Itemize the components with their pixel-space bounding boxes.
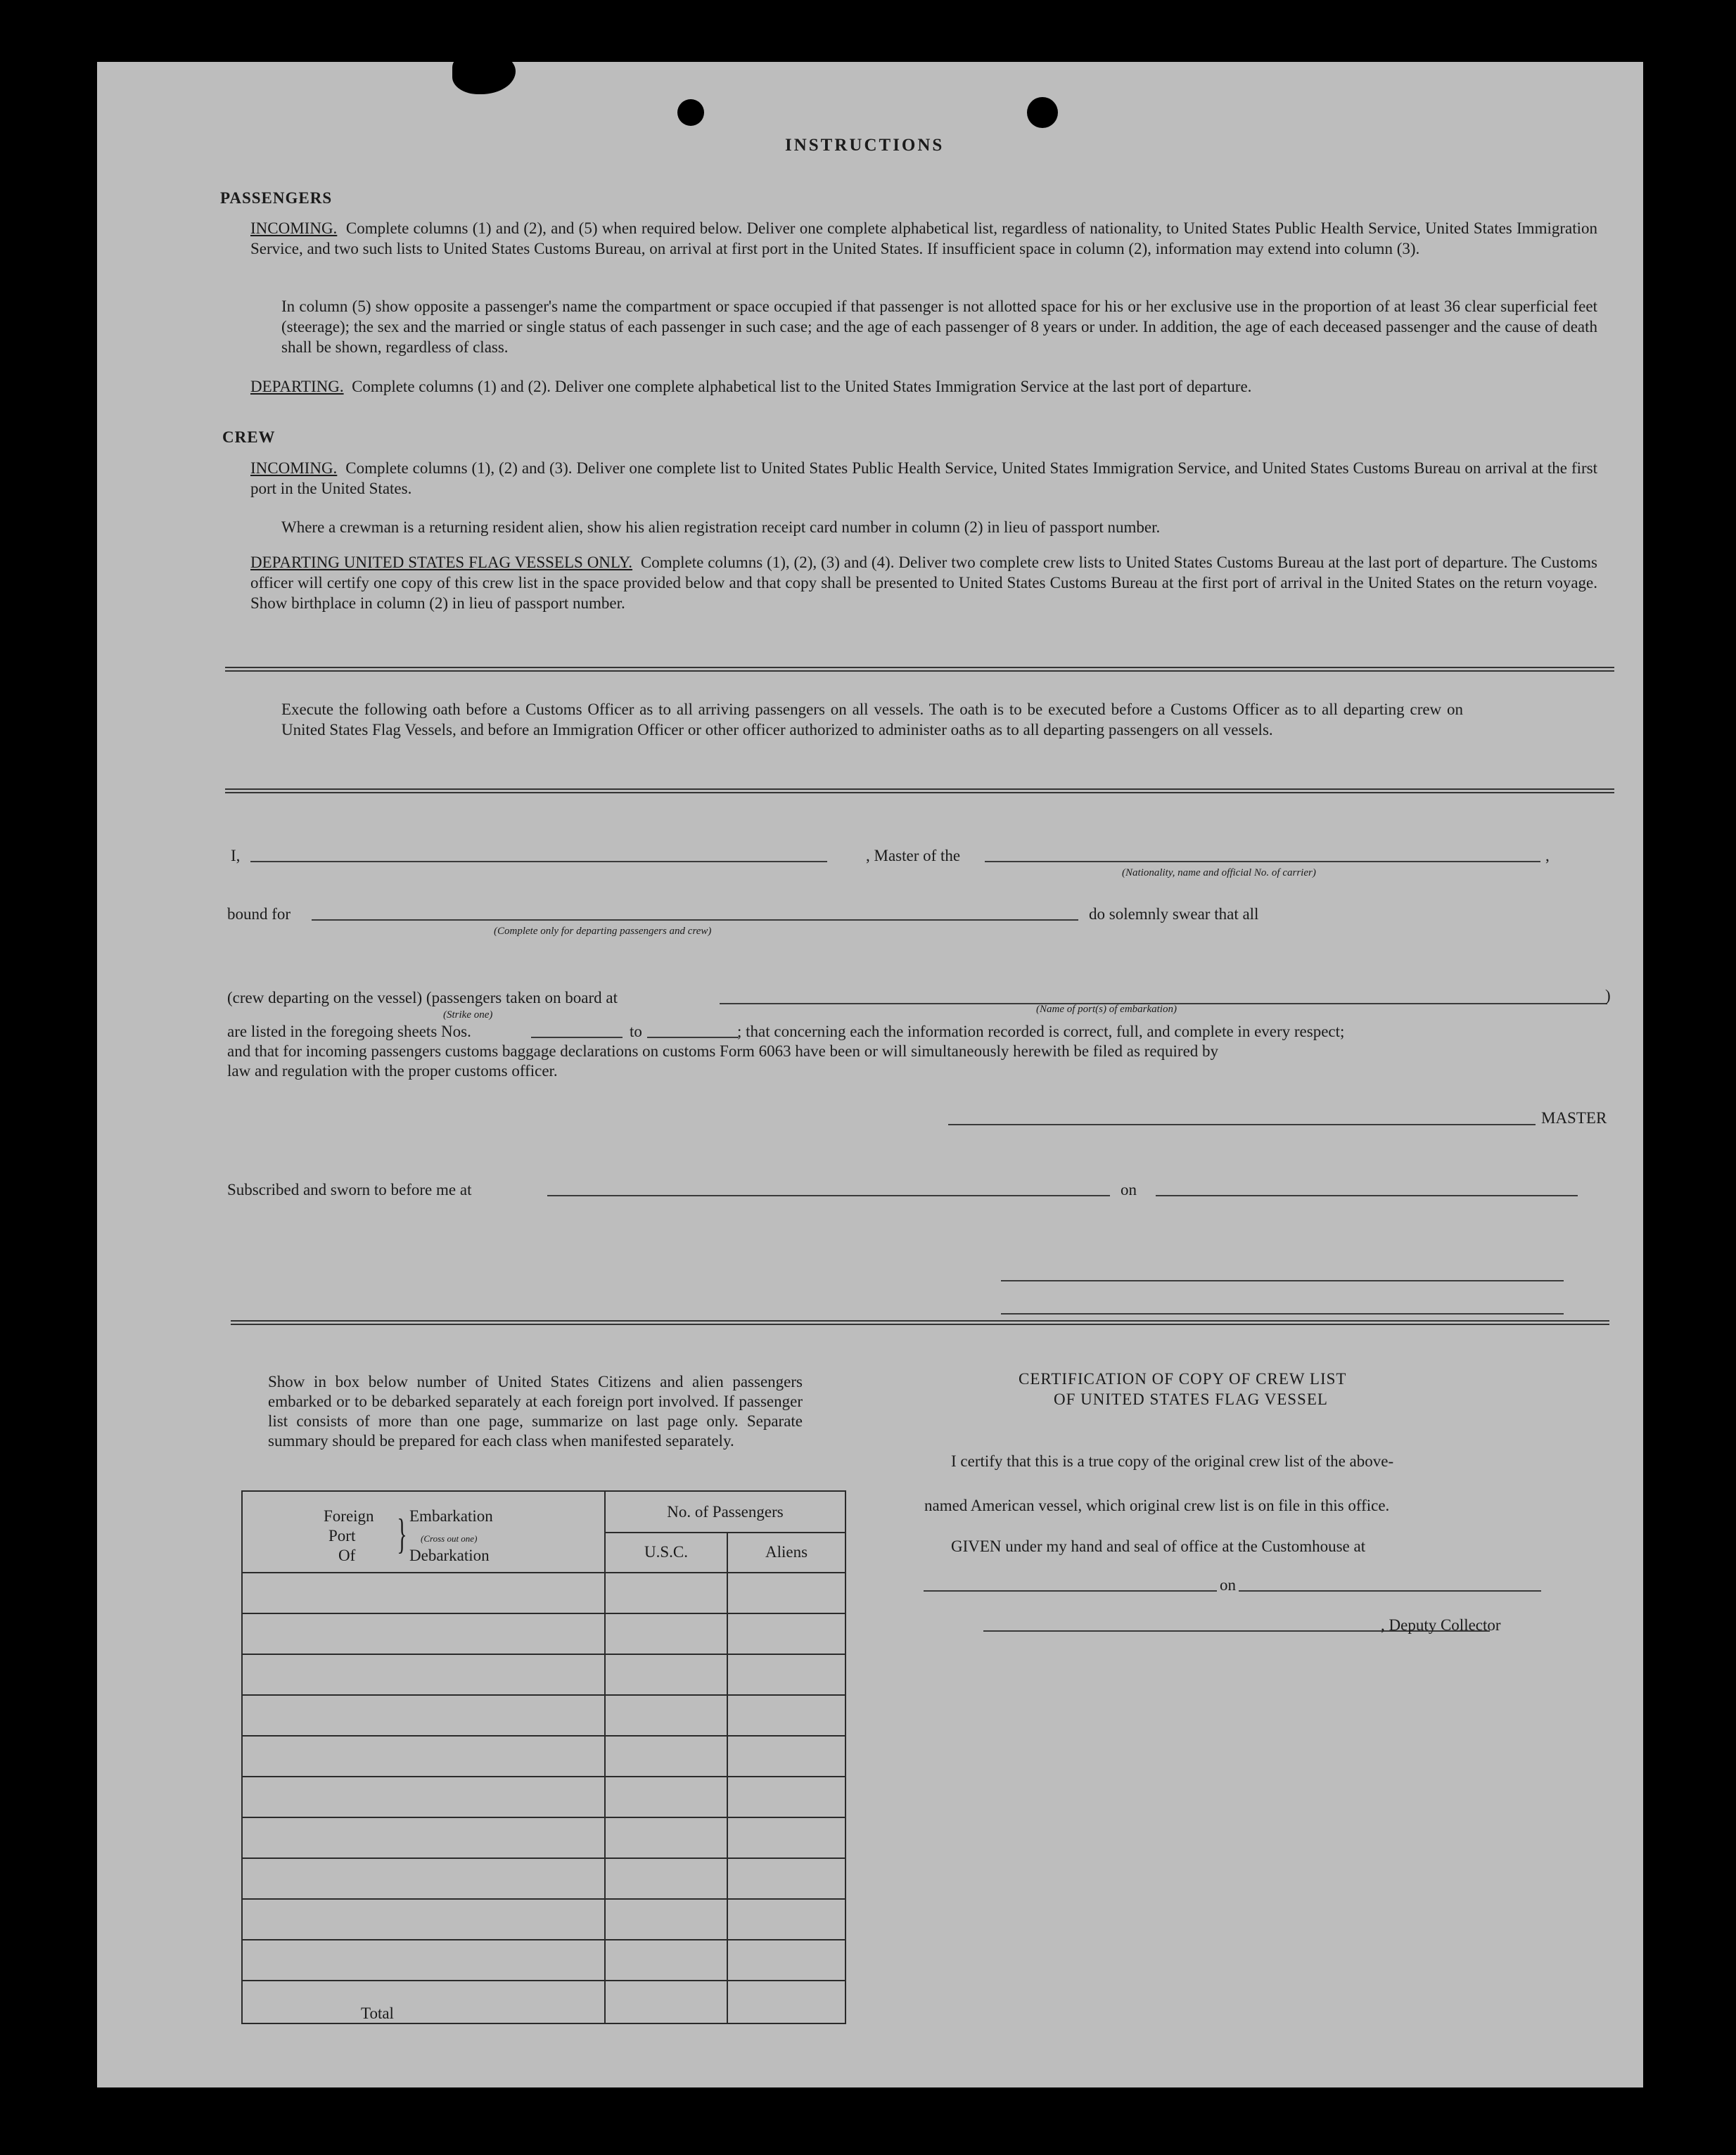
aliens-cell[interactable] <box>727 1736 845 1777</box>
oath-i-label: I, <box>231 847 241 864</box>
table-row <box>242 1940 845 1981</box>
crew-returning-text: Where a crewman is a returning resident alien, show his alien registration receipt card number in column (2) in lieu of passport number. <box>281 518 1161 536</box>
certification-deputy: , Deputy Collector <box>1381 1616 1501 1634</box>
oath-listed-c: and that for incoming passengers customs baggage declarations on customs Form 6063 have been or will simultaneously herewith be filed as required by <box>227 1042 1219 1060</box>
crew-heading: CREW <box>222 428 276 446</box>
certification-date-field[interactable] <box>1242 1590 1541 1592</box>
oath-comma: , <box>1545 847 1550 864</box>
oath-listed-d: law and regulation with the proper customs officer. <box>227 1062 558 1080</box>
of-label: Of <box>338 1546 356 1564</box>
table-row <box>242 1736 845 1777</box>
aliens-cell[interactable] <box>727 1858 845 1899</box>
certification-text-line2: named American vessel, which original crew list is on file in this office. <box>924 1497 1390 1514</box>
total-label: Total <box>242 1981 605 2023</box>
sheet-to-field[interactable] <box>647 1037 739 1038</box>
brace: } <box>397 1510 407 1557</box>
sworn-place-field[interactable] <box>547 1195 1110 1196</box>
table-row <box>242 1858 845 1899</box>
oath-listed-a: are listed in the foregoing sheets Nos. <box>227 1023 471 1040</box>
crew-incoming-paragraph <box>250 458 1597 499</box>
table-row <box>242 1654 845 1695</box>
usc-cell[interactable] <box>605 1654 727 1695</box>
port-cell[interactable] <box>242 1654 605 1695</box>
passengers-incoming-paragraph <box>250 218 1597 259</box>
usc-cell[interactable] <box>605 1940 727 1981</box>
foreign-label: Foreign <box>324 1507 374 1525</box>
aliens-cell[interactable] <box>727 1613 845 1654</box>
passengers-departing-text: Complete columns (1) and (2). Deliver one complete alphabetical list to the United States Immigration Service at the last port of departure. <box>352 378 1252 395</box>
punch-hole <box>1027 97 1058 128</box>
aliens-header: Aliens <box>727 1533 845 1573</box>
table-row <box>242 1613 845 1654</box>
summary-instructions: Show in box below number of United States Citizens and alien passengers embarked or to be debarked separately at each foreign port involved. If passenger list consists of more than one page, summarize on last page only. Separate summary should be prepared for each class when manifested separately. <box>268 1373 803 1450</box>
table-row <box>242 1777 845 1817</box>
usc-total-cell[interactable] <box>605 1981 727 2023</box>
embarkation-label: Embarkation <box>409 1507 493 1525</box>
bound-for-field[interactable] <box>312 919 1078 921</box>
port-header-cell <box>242 1491 605 1573</box>
certification-title-line1: CERTIFICATION OF COPY OF CREW LIST <box>1019 1370 1347 1388</box>
table-row <box>242 1899 845 1940</box>
certification-on: on <box>1217 1575 1239 1595</box>
usc-cell[interactable] <box>605 1899 727 1940</box>
section-divider <box>225 788 1614 793</box>
usc-cell[interactable] <box>605 1817 727 1858</box>
port-cell[interactable] <box>242 1736 605 1777</box>
oath-crew-departing: (crew departing on the vessel) (passengers taken on board at <box>227 989 618 1006</box>
complete-only-note: (Complete only for departing passengers and crew) <box>494 926 712 937</box>
crew-departing-label: DEPARTING UNITED STATES FLAG VESSELS ONLY. <box>250 554 633 571</box>
crew-departing-paragraph <box>250 552 1597 613</box>
oath-bound-for: bound for <box>227 905 291 923</box>
ports-note: (Name of port(s) of embarkation) <box>1036 1004 1177 1015</box>
aliens-cell[interactable] <box>727 1695 845 1736</box>
certification-given: GIVEN under my hand and seal of office at the Customhouse at <box>951 1537 1366 1555</box>
aliens-cell[interactable] <box>727 1777 845 1817</box>
aliens-cell[interactable] <box>727 1573 845 1613</box>
oath-on: on <box>1121 1181 1137 1198</box>
aliens-total-cell[interactable] <box>727 1981 845 2023</box>
cross-out-note: (Cross out one) <box>421 1533 478 1544</box>
section-divider <box>231 1320 1609 1325</box>
oath-listed-b: ; that concerning each the information recorded is correct, full, and complete in every respect; <box>737 1023 1345 1040</box>
crew-incoming-text: Complete columns (1), (2) and (3). Deliver one complete list to United States Public Health Service, United States Immigration Service, and United States Customs Bureau on arrival at the first port in the United States. <box>250 459 1597 497</box>
sworn-date-field[interactable] <box>1156 1195 1578 1196</box>
certification-text-line1: I certify that this is a true copy of the original crew list of the above- <box>951 1452 1394 1470</box>
passengers-incoming-label: INCOMING. <box>250 219 338 237</box>
port-cell[interactable] <box>242 1899 605 1940</box>
section-divider <box>225 667 1614 672</box>
aliens-cell[interactable] <box>727 1899 845 1940</box>
crew-departing-text: Complete columns (1), (2), (3) and (4). Deliver two complete crew lists to United States Customs Bureau at the last port of departure. The Customs officer will certify one copy of this crew list in the space provided below and that copy shall be presented to United States Customs Bureau at the first port of arrival in the United States on the return voyage. Show birthplace in column (2) in lieu of passport number. <box>250 554 1598 612</box>
total-row <box>242 1981 845 2023</box>
usc-header: U.S.C. <box>605 1533 727 1573</box>
master-name-field[interactable] <box>250 861 827 862</box>
form-page <box>97 62 1643 2087</box>
page-title: INSTRUCTIONS <box>785 136 945 155</box>
aliens-cell[interactable] <box>727 1817 845 1858</box>
port-label: Port <box>328 1526 356 1545</box>
usc-cell[interactable] <box>605 1858 727 1899</box>
oath-subscribed: Subscribed and sworn to before me at <box>227 1181 472 1198</box>
vessel-name-field[interactable] <box>985 861 1540 862</box>
punch-hole <box>677 99 704 126</box>
usc-cell[interactable] <box>605 1695 727 1736</box>
port-cell[interactable] <box>242 1613 605 1654</box>
port-cell[interactable] <box>242 1858 605 1899</box>
port-cell[interactable] <box>242 1940 605 1981</box>
passengers-departing-paragraph <box>250 376 1597 397</box>
passengers-incoming-text: Complete columns (1) and (2), and (5) when required below. Deliver one complete alphabetical list, regardless of nationality, to United States Public Health Service, United States Immigration Service, and two such lists to United States Customs Bureau, on arrival at first port in the United States. If insufficient space in column (2), information may extend into column (3). <box>250 219 1598 257</box>
master-signature-field[interactable] <box>948 1124 1536 1125</box>
crew-incoming-label: INCOMING. <box>250 459 338 477</box>
debarkation-label: Debarkation <box>409 1546 490 1564</box>
aliens-cell[interactable] <box>727 1940 845 1981</box>
passengers-heading: PASSENGERS <box>220 189 333 207</box>
officer-signature-field[interactable] <box>1001 1280 1564 1281</box>
usc-cell[interactable] <box>605 1736 727 1777</box>
passenger-summary-table <box>241 1490 846 2024</box>
nationality-note: (Nationality, name and official No. of carrier) <box>1122 867 1316 878</box>
officer-title-field[interactable] <box>1001 1313 1564 1315</box>
oath-listed-to: to <box>630 1023 642 1040</box>
usc-cell[interactable] <box>605 1573 727 1613</box>
strike-one-note: (Strike one) <box>443 1009 493 1021</box>
passengers-column5-text: In column (5) show opposite a passenger's name the compartment or space occupied if that passenger is not allotted space for his or her exclusive use in the proportion of at least 36 clear superficial feet (steerage); the sex and the married or single status of each passenger in such case; and the age of each passenger of 8 years or under. In addition, the age of each deceased passenger and the cause of death shall be shown, regardless of class. <box>281 298 1597 356</box>
certification-title-line2: OF UNITED STATES FLAG VESSEL <box>1054 1390 1328 1408</box>
table-row <box>242 1817 845 1858</box>
usc-cell[interactable] <box>605 1613 727 1654</box>
table-row <box>242 1695 845 1736</box>
oath-intro: Execute the following oath before a Customs Officer as to all arriving passengers on all vessels. The oath is to be executed before a Customs Officer as to all departing crew on United States Flag Vessels, and before an Immigration Officer or other officer authorized to administer oaths as to all departing passengers on all vessels. <box>281 701 1463 738</box>
table-row <box>242 1573 845 1613</box>
oath-master-label: MASTER <box>1541 1109 1607 1127</box>
sheet-from-field[interactable] <box>531 1037 623 1038</box>
port-cell[interactable] <box>242 1777 605 1817</box>
oath-close-paren: ) <box>1605 987 1611 1004</box>
oath-master-of: , Master of the <box>866 847 961 864</box>
punch-hole-damage <box>452 52 516 94</box>
passengers-departing-label: DEPARTING. <box>250 378 344 395</box>
usc-cell[interactable] <box>605 1777 727 1817</box>
port-cell[interactable] <box>242 1695 605 1736</box>
aliens-cell[interactable] <box>727 1654 845 1695</box>
port-cell[interactable] <box>242 1573 605 1613</box>
oath-swear: do solemnly swear that all <box>1089 905 1259 923</box>
no-passengers-header: No. of Passengers <box>605 1491 845 1533</box>
port-cell[interactable] <box>242 1817 605 1858</box>
